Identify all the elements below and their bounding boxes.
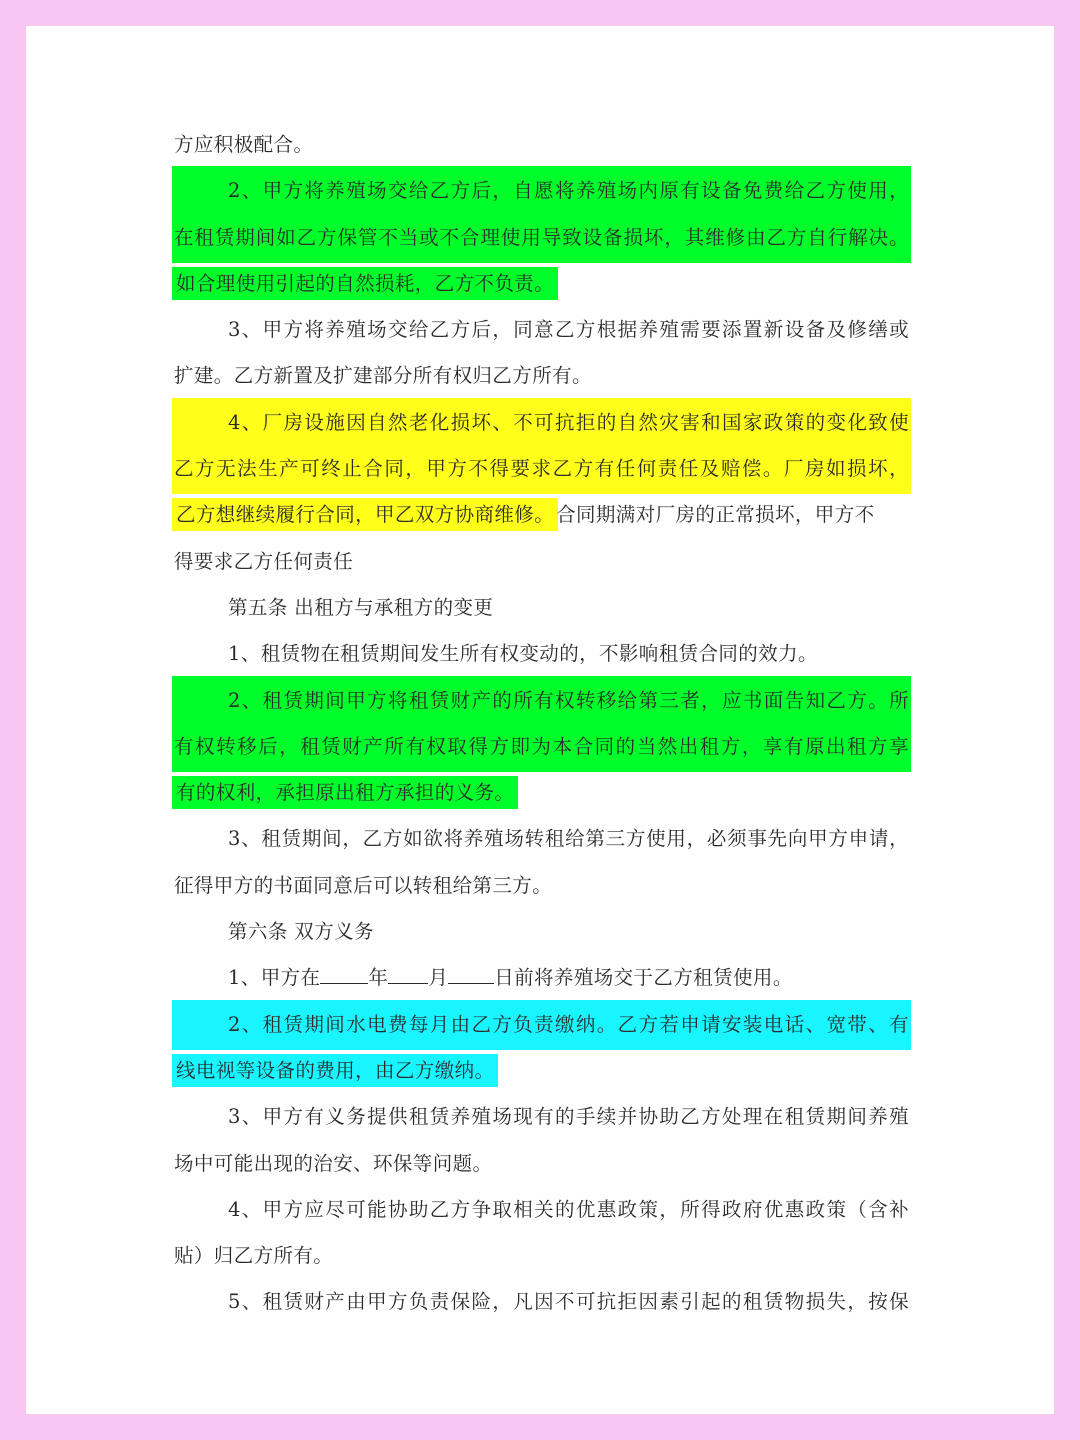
highlighted-line-cyan: [174, 1002, 909, 1048]
highlighted-line-green: [174, 168, 909, 214]
line-text: 2、甲方将养殖场交给乙方后，自愿将养殖场内原有设备免费给乙方使用，: [228, 179, 909, 203]
text-line: [174, 353, 909, 399]
text-line: [174, 1094, 909, 1140]
highlighted-text-cyan: 线电视等设备的费用，由乙方缴纳。: [174, 1056, 496, 1085]
highlighted-line-yellow: [174, 446, 909, 492]
blank-underline: [320, 983, 368, 984]
line-text: 乙方无法生产可终止合同，甲方不得要求乙方有任何责任及赔偿。厂房如损坏，: [174, 457, 909, 481]
highlighted-line-green: [174, 678, 909, 724]
section-heading: [174, 585, 909, 631]
highlighted-text-yellow: 乙方想继续履行合同，甲乙双方协商维修。: [174, 500, 556, 529]
highlighted-line-green: [174, 215, 909, 261]
text-line: [174, 122, 909, 168]
line-text: 方应积极配合。: [174, 133, 314, 156]
text-line-with-blanks: [174, 955, 909, 1001]
document-body: [174, 122, 909, 1326]
line-text: 5、租赁财产由甲方负责保险，凡因不可抗拒因素引起的租赁物损失，按保: [228, 1290, 909, 1314]
text-line: [174, 631, 909, 677]
line-text: 在租赁期间如乙方保管不当或不合理使用导致设备损坏，其维修由乙方自行解决。: [174, 225, 909, 249]
section-title: 第六条 双方义务: [228, 920, 374, 944]
blank-underline: [448, 983, 494, 984]
line-text: 2、租赁期间甲方将租赁财产的所有权转移给第三者，应书面告知乙方。所: [228, 688, 909, 712]
line-text: 有权转移后，租赁财产所有权取得方即为本合同的当然出租方，享有原出租方享: [174, 734, 909, 758]
text-line: [174, 307, 909, 353]
line-text: 得要求乙方任何责任: [174, 549, 354, 573]
text-line: [174, 1141, 909, 1187]
text-line: [174, 816, 909, 862]
text-line: [174, 1279, 909, 1325]
highlighted-text-green: 如合理使用引起的自然损耗，乙方不负责。: [174, 269, 556, 298]
text-line: [174, 492, 909, 538]
text-line: [174, 261, 909, 307]
line-text: 贴）归乙方所有。: [174, 1244, 334, 1268]
text-line: [174, 770, 909, 816]
line-text: 场中可能出现的治安、环保等问题。: [174, 1151, 493, 1175]
line-text: 4、厂房设施因自然老化损坏、不可抗拒的自然灾害和国家政策的变化致使: [228, 410, 909, 434]
line-text: 1、甲方在: [228, 966, 321, 990]
line-text: 3、甲方有义务提供租赁养殖场现有的手续并协助乙方处理在租赁期间养殖: [228, 1105, 909, 1129]
section-heading: [174, 909, 909, 955]
year-label: 年: [368, 966, 389, 990]
line-text: 1、租赁物在租赁期间发生所有权变动的，不影响租赁合同的效力。: [228, 642, 818, 666]
blank-underline: [388, 983, 428, 984]
month-label: 月: [428, 966, 449, 990]
document-page: [26, 26, 1054, 1414]
text-line: [174, 1233, 909, 1279]
section-title: 第五条 出租方与承租方的变更: [228, 595, 494, 619]
text-line: [174, 863, 909, 909]
line-text: 2、租赁期间水电费每月由乙方负责缴纳。乙方若申请安装电话、宽带、有: [228, 1012, 909, 1036]
highlighted-line-yellow: [174, 400, 909, 446]
text-line: [174, 1187, 909, 1233]
line-text: 3、租赁期间，乙方如欲将养殖场转租给第三方使用，必须事先向甲方申请，: [228, 827, 909, 851]
line-text: 扩建。乙方新置及扩建部分所有权归乙方所有。: [174, 364, 592, 388]
text-line: [174, 539, 909, 585]
highlighted-line-green: [174, 724, 909, 770]
highlighted-text-green: 有的权利，承担原出租方承担的义务。: [174, 778, 516, 807]
line-text: 日前将养殖场交于乙方租赁使用。: [494, 966, 793, 990]
line-text: 3、甲方将养殖场交给乙方后，同意乙方根据养殖需要添置新设备及修缮或: [228, 318, 909, 342]
line-text: 征得甲方的书面同意后可以转租给第三方。: [174, 873, 553, 897]
text-line: [174, 1048, 909, 1094]
line-text: 4、甲方应尽可能协助乙方争取相关的优惠政策，所得政府优惠政策（含补: [228, 1197, 909, 1221]
line-text: 合同期满对厂房的正常损坏，甲方不: [556, 503, 875, 527]
